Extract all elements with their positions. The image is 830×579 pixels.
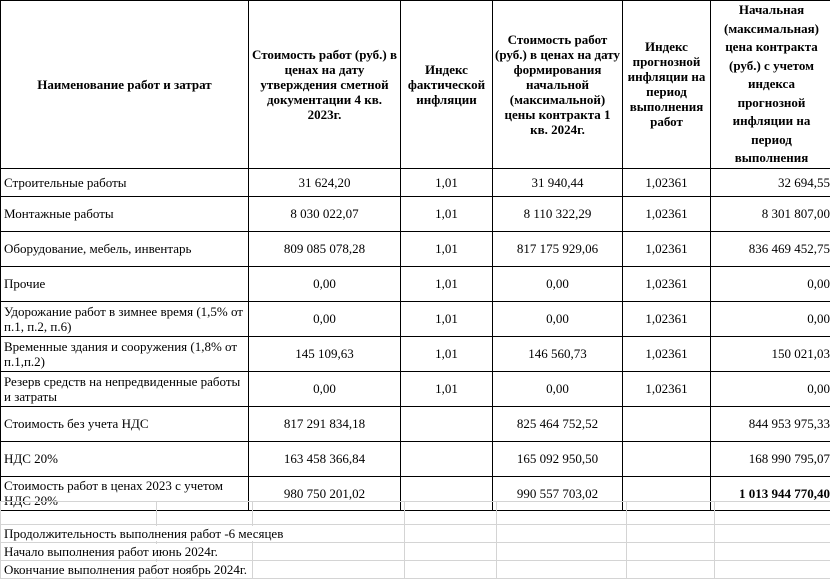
cell-fact-index[interactable]: 1,01: [401, 371, 493, 406]
empty-cell[interactable]: [715, 502, 830, 525]
empty-cell[interactable]: [405, 525, 497, 543]
cell-fact-index[interactable]: 1,01: [401, 266, 493, 301]
cell-max-price[interactable]: 0,00: [711, 371, 830, 406]
cell-fact-index[interactable]: 1,01: [401, 336, 493, 371]
empty-cell[interactable]: [715, 543, 830, 561]
note-end-cell[interactable]: [1, 561, 157, 579]
cell-name[interactable]: Строительные работы: [1, 168, 249, 196]
cell-cost-2023[interactable]: 0,00: [249, 266, 401, 301]
cell-fact-index[interactable]: 1,01: [401, 231, 493, 266]
empty-cell[interactable]: [497, 525, 627, 543]
cell-cost-2023[interactable]: 163 458 366,84: [249, 441, 401, 476]
cell-cost-2023[interactable]: 31 624,20: [249, 168, 401, 196]
cell-max-price[interactable]: 168 990 795,07: [711, 441, 830, 476]
empty-row: [1, 502, 830, 525]
table-row: [1, 336, 830, 371]
cell-forecast-index[interactable]: 1,02361: [623, 266, 711, 301]
table-row: [1, 168, 830, 196]
cell-cost-2024[interactable]: 8 110 322,29: [493, 196, 623, 231]
cell-cost-2024[interactable]: 0,00: [493, 371, 623, 406]
empty-cell[interactable]: [497, 561, 627, 579]
cell-forecast-index[interactable]: [623, 406, 711, 441]
cell-cost-2024[interactable]: 0,00: [493, 301, 623, 336]
cell-name[interactable]: Оборудование, мебель, инвентарь: [1, 231, 249, 266]
table-row: [1, 441, 830, 476]
table-row: [1, 371, 830, 406]
cell-max-price[interactable]: 0,00: [711, 266, 830, 301]
cell-fact-index[interactable]: [401, 406, 493, 441]
cell-cost-2024[interactable]: 0,00: [493, 266, 623, 301]
note-start: Начало выполнения работ июнь 2024г.: [4, 544, 220, 559]
cell-forecast-index[interactable]: 1,02361: [623, 301, 711, 336]
empty-cell[interactable]: [157, 502, 253, 525]
header-row: [1, 1, 830, 169]
empty-cell[interactable]: [627, 502, 715, 525]
cell-forecast-index[interactable]: 1,02361: [623, 231, 711, 266]
note-duration: Продолжительность выполнения работ -6 месяцев: [4, 526, 285, 541]
header-fact-index[interactable]: Индекс фактической инфляции: [401, 1, 493, 169]
cell-cost-2024[interactable]: 990 557 703,02: [493, 476, 623, 510]
cell-cost-2023[interactable]: 0,00: [249, 301, 401, 336]
cell-forecast-index[interactable]: 1,02361: [623, 168, 711, 196]
cell-name[interactable]: Стоимость без учета НДС: [1, 406, 249, 441]
cell-cost-2023[interactable]: 809 085 078,28: [249, 231, 401, 266]
cell-name[interactable]: Удорожание работ в зимнее время (1,5% от п.1, п.2, п.6): [1, 301, 249, 336]
cell-name[interactable]: Прочие: [1, 266, 249, 301]
header-max-price[interactable]: Начальная (максимальная) цена контракта (руб.) с учетом индекса прогнозной инфляции на период выполнения: [711, 1, 830, 169]
cell-cost-2024[interactable]: 825 464 752,52: [493, 406, 623, 441]
note-row: [1, 561, 830, 579]
table-row: [1, 406, 830, 441]
cell-max-price[interactable]: 0,00: [711, 301, 830, 336]
cell-max-price[interactable]: 32 694,55: [711, 168, 830, 196]
empty-cell[interactable]: [405, 502, 497, 525]
cell-name[interactable]: Монтажные работы: [1, 196, 249, 231]
cell-fact-index[interactable]: 1,01: [401, 168, 493, 196]
cell-cost-2023[interactable]: 145 109,63: [249, 336, 401, 371]
cell-cost-2023[interactable]: 817 291 834,18: [249, 406, 401, 441]
cell-name[interactable]: Резерв средств на непредвиденные работы и затраты: [1, 371, 249, 406]
empty-cell[interactable]: [627, 561, 715, 579]
cell-max-price-total[interactable]: 1 013 944 770,40: [711, 476, 830, 510]
cell-forecast-index[interactable]: [623, 441, 711, 476]
empty-cell[interactable]: [405, 561, 497, 579]
header-forecast-index[interactable]: Индекс прогнозной инфляции на период выполнения работ: [623, 1, 711, 169]
cell-cost-2024[interactable]: 146 560,73: [493, 336, 623, 371]
empty-cell[interactable]: [253, 543, 405, 561]
note-start-cell[interactable]: [1, 543, 157, 561]
notes-grid: [0, 501, 830, 579]
cell-max-price[interactable]: 150 021,03: [711, 336, 830, 371]
cell-cost-2023[interactable]: 0,00: [249, 371, 401, 406]
cell-cost-2023[interactable]: 8 030 022,07: [249, 196, 401, 231]
table-row: [1, 231, 830, 266]
empty-cell[interactable]: [405, 543, 497, 561]
cell-fact-index[interactable]: [401, 441, 493, 476]
cell-cost-2023[interactable]: 980 750 201,02: [249, 476, 401, 510]
cell-forecast-index[interactable]: 1,02361: [623, 371, 711, 406]
empty-cell[interactable]: [715, 525, 830, 543]
note-row: [1, 543, 830, 561]
note-end: Окончание выполнения работ ноябрь 2024г.: [4, 562, 249, 577]
table-row: [1, 266, 830, 301]
empty-cell[interactable]: [715, 561, 830, 579]
cell-fact-index[interactable]: 1,01: [401, 301, 493, 336]
cell-forecast-index[interactable]: 1,02361: [623, 336, 711, 371]
header-work-name[interactable]: Наименование работ и затрат: [1, 1, 249, 169]
cell-cost-2024[interactable]: 165 092 950,50: [493, 441, 623, 476]
cell-name[interactable]: Стоимость работ в ценах 2023 с учетом НДС 20%: [1, 476, 249, 510]
empty-cell[interactable]: [1, 502, 157, 525]
empty-cell[interactable]: [253, 561, 405, 579]
empty-cell[interactable]: [627, 543, 715, 561]
empty-cell[interactable]: [253, 502, 405, 525]
header-cost-2024[interactable]: Стоимость работ (руб.) в ценах на дату формирования начальной (максимальной) цены контракта 1 кв. 2024г.: [493, 1, 623, 169]
header-cost-2023[interactable]: Стоимость работ (руб.) в ценах на дату утверждения сметной документации 4 кв. 2023г.: [249, 1, 401, 169]
note-row: [1, 525, 830, 543]
note-duration-cell[interactable]: [1, 525, 157, 543]
cell-max-price[interactable]: 836 469 452,75: [711, 231, 830, 266]
cell-max-price[interactable]: 8 301 807,00: [711, 196, 830, 231]
empty-cell[interactable]: [497, 543, 627, 561]
table-row: [1, 301, 830, 336]
cell-name[interactable]: Временные здания и сооружения (1,8% от п.1,п.2): [1, 336, 249, 371]
cell-cost-2024[interactable]: 817 175 929,06: [493, 231, 623, 266]
cell-fact-index[interactable]: 1,01: [401, 196, 493, 231]
cell-forecast-index[interactable]: 1,02361: [623, 196, 711, 231]
cell-cost-2024[interactable]: 31 940,44: [493, 168, 623, 196]
empty-cell[interactable]: [627, 525, 715, 543]
table-row: [1, 196, 830, 231]
cell-name[interactable]: НДС 20%: [1, 441, 249, 476]
empty-cell[interactable]: [497, 502, 627, 525]
cell-max-price[interactable]: 844 953 975,33: [711, 406, 830, 441]
